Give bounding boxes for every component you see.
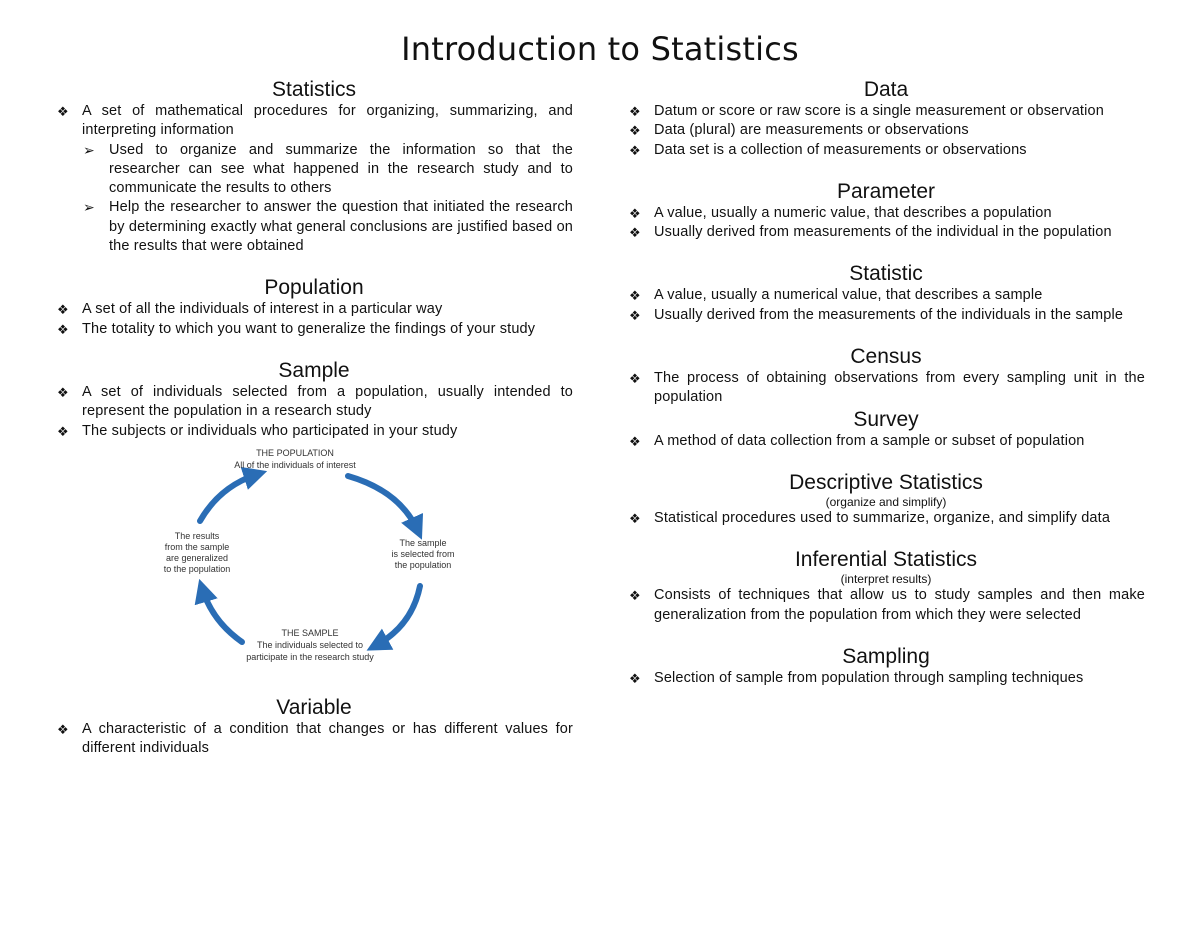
section-heading: Population xyxy=(264,276,364,300)
bullet-text: A set of mathematical procedures for organizing, summarizing, and interpreting information xyxy=(82,103,573,139)
section-heading: Sampling xyxy=(842,644,930,668)
figure-right-text-1: The sample xyxy=(399,537,447,548)
figure-left-text-2: from the sample xyxy=(164,541,230,552)
bullet-item xyxy=(627,669,1145,688)
diamond-bullet-icon: ❖ xyxy=(629,433,641,449)
bullet-item xyxy=(627,102,1145,121)
section-heading: Descriptive Statistics xyxy=(789,470,983,494)
bullet-text: A method of data collection from a sample or subset of population xyxy=(654,432,1085,449)
figure-bottom-title: THE SAMPLE xyxy=(281,627,339,638)
bullet-item xyxy=(627,223,1145,242)
sub-bullet-text: Help the researcher to answer the question that initiated the research by determining exactly what general conclusions are justified based on the results that were obtained xyxy=(109,199,573,255)
section-descriptive-statistics xyxy=(627,471,1145,528)
bullet-text: A characteristic of a condition that changes or has different values for different individuals xyxy=(82,720,573,757)
figure-left-text-4: to the population xyxy=(163,563,231,574)
section-population xyxy=(55,276,573,339)
page-title: Introduction to Statistics xyxy=(401,30,799,68)
figure-bottom-subtitle-1: The individuals selected to xyxy=(256,639,364,650)
diamond-bullet-icon: ❖ xyxy=(629,104,641,119)
bullet-item xyxy=(627,586,1145,625)
section-survey xyxy=(627,408,1145,451)
right-column xyxy=(627,78,1145,688)
section-variable xyxy=(55,696,573,759)
section-heading: Sample xyxy=(278,358,350,382)
section-heading: Parameter xyxy=(836,179,936,203)
diamond-bullet-icon: ❖ xyxy=(57,104,69,119)
bullet-text: The subjects or individuals who participated in your study xyxy=(82,422,458,439)
figure-bottom-subtitle-2: participate in the research study xyxy=(246,651,374,662)
diamond-bullet-icon: ❖ xyxy=(629,123,641,139)
bullet-item xyxy=(55,383,573,422)
diamond-bullet-icon: ❖ xyxy=(629,670,641,686)
bullet-text: Consists of techniques that allow us to study samples and then make generalization from the population from which they were selected xyxy=(654,587,1145,623)
section-heading: Statistic xyxy=(849,262,923,286)
arrow-to-generalized xyxy=(202,588,242,642)
sampling-cycle-figure xyxy=(130,446,490,696)
sub-bullet-item xyxy=(83,141,573,199)
bullet-text: A set of all the individuals of interest in a particular way xyxy=(82,301,443,318)
section-heading: Census xyxy=(850,345,922,369)
diamond-bullet-icon: ❖ xyxy=(57,384,69,400)
bullet-item xyxy=(627,286,1145,305)
bullet-text: Datum or score or raw score is a single measurement or observation xyxy=(654,103,1104,119)
diamond-bullet-icon: ❖ xyxy=(629,205,641,221)
bullet-item xyxy=(627,141,1145,160)
section-parameter xyxy=(627,180,1145,243)
bullet-item xyxy=(627,509,1145,528)
left-column xyxy=(55,78,573,758)
bullet-item xyxy=(627,432,1145,451)
arrow-bullet-icon: ➢ xyxy=(83,141,95,158)
bullet-item xyxy=(55,720,573,759)
figure-left-text-1: The results xyxy=(174,530,220,541)
diamond-bullet-icon: ❖ xyxy=(629,510,641,526)
bullet-item xyxy=(55,320,573,339)
bullet-text: The totality to which you want to generalize the findings of your study xyxy=(82,320,536,337)
bullet-item xyxy=(55,300,573,319)
arrow-population-to-sample xyxy=(348,476,418,531)
bullet-item xyxy=(627,306,1145,325)
bullet-item xyxy=(55,422,573,441)
bullet-item xyxy=(627,121,1145,140)
bullet-text: Selection of sample from population through sampling techniques xyxy=(654,669,1084,686)
section-heading: Survey xyxy=(853,407,919,431)
diamond-bullet-icon: ❖ xyxy=(57,423,69,439)
arrow-bullet-icon: ➢ xyxy=(83,199,95,216)
bullet-text: A value, usually a numeric value, that describes a population xyxy=(654,204,1052,221)
section-heading: Inferential Statistics xyxy=(794,548,978,572)
sub-bullet-item xyxy=(83,198,573,256)
diamond-bullet-icon: ❖ xyxy=(629,371,641,387)
diamond-bullet-icon: ❖ xyxy=(57,321,69,337)
section-subheading: (organize and simplify) xyxy=(825,494,947,509)
bullet-text: The process of obtaining observations from every sampling unit in the population xyxy=(654,370,1145,406)
diamond-bullet-icon: ❖ xyxy=(57,302,69,318)
arrow-back-to-population xyxy=(200,474,258,521)
figure-left-text-3: are generalized xyxy=(165,552,229,563)
bullet-text: Usually derived from the measurements of the individuals in the sample xyxy=(654,306,1124,323)
section-sample xyxy=(55,359,573,441)
section-subheading: (interpret results) xyxy=(840,572,932,587)
bullet-item xyxy=(55,102,573,141)
section-inferential-statistics xyxy=(627,548,1145,625)
section-sampling xyxy=(627,645,1145,688)
bullet-text: A value, usually a numerical value, that describes a sample xyxy=(654,287,1043,304)
section-statistic xyxy=(627,262,1145,325)
section-heading: Variable xyxy=(276,695,352,719)
diamond-bullet-icon: ❖ xyxy=(629,225,641,241)
arrow-sample-selected xyxy=(375,586,420,646)
diamond-bullet-icon: ❖ xyxy=(629,588,641,604)
figure-top-title: THE POPULATION xyxy=(256,447,334,458)
sampling-cycle-diagram xyxy=(130,446,490,696)
figure-top-subtitle: All of the individuals of interest xyxy=(234,459,356,470)
bullet-text: Data (plural) are measurements or observations xyxy=(654,122,969,139)
diamond-bullet-icon: ❖ xyxy=(629,288,641,304)
bullet-text: Statistical procedures used to summarize, organize, and simplify data xyxy=(654,509,1111,526)
section-census xyxy=(627,345,1145,408)
bullet-text: Usually derived from measurements of the individual in the population xyxy=(654,224,1112,241)
diamond-bullet-icon: ❖ xyxy=(629,142,641,158)
diamond-bullet-icon: ❖ xyxy=(57,721,69,737)
bullet-item xyxy=(627,204,1145,223)
section-data xyxy=(627,78,1145,160)
sub-bullet-text: Used to organize and summarize the information so that the researcher can see what happened in the research study and to communicate the results to others xyxy=(109,141,573,197)
section-heading: Statistics xyxy=(271,78,357,101)
figure-right-text-2: is selected from xyxy=(391,548,455,559)
figure-right-text-3: the population xyxy=(394,559,452,570)
bullet-item xyxy=(627,369,1145,408)
section-heading: Data xyxy=(863,78,909,101)
bullet-text: Data set is a collection of measurements or observations xyxy=(654,141,1027,158)
diamond-bullet-icon: ❖ xyxy=(629,307,641,323)
section-statistics xyxy=(55,78,573,256)
bullet-text: A set of individuals selected from a population, usually intended to represent the population in a research study xyxy=(82,383,573,420)
